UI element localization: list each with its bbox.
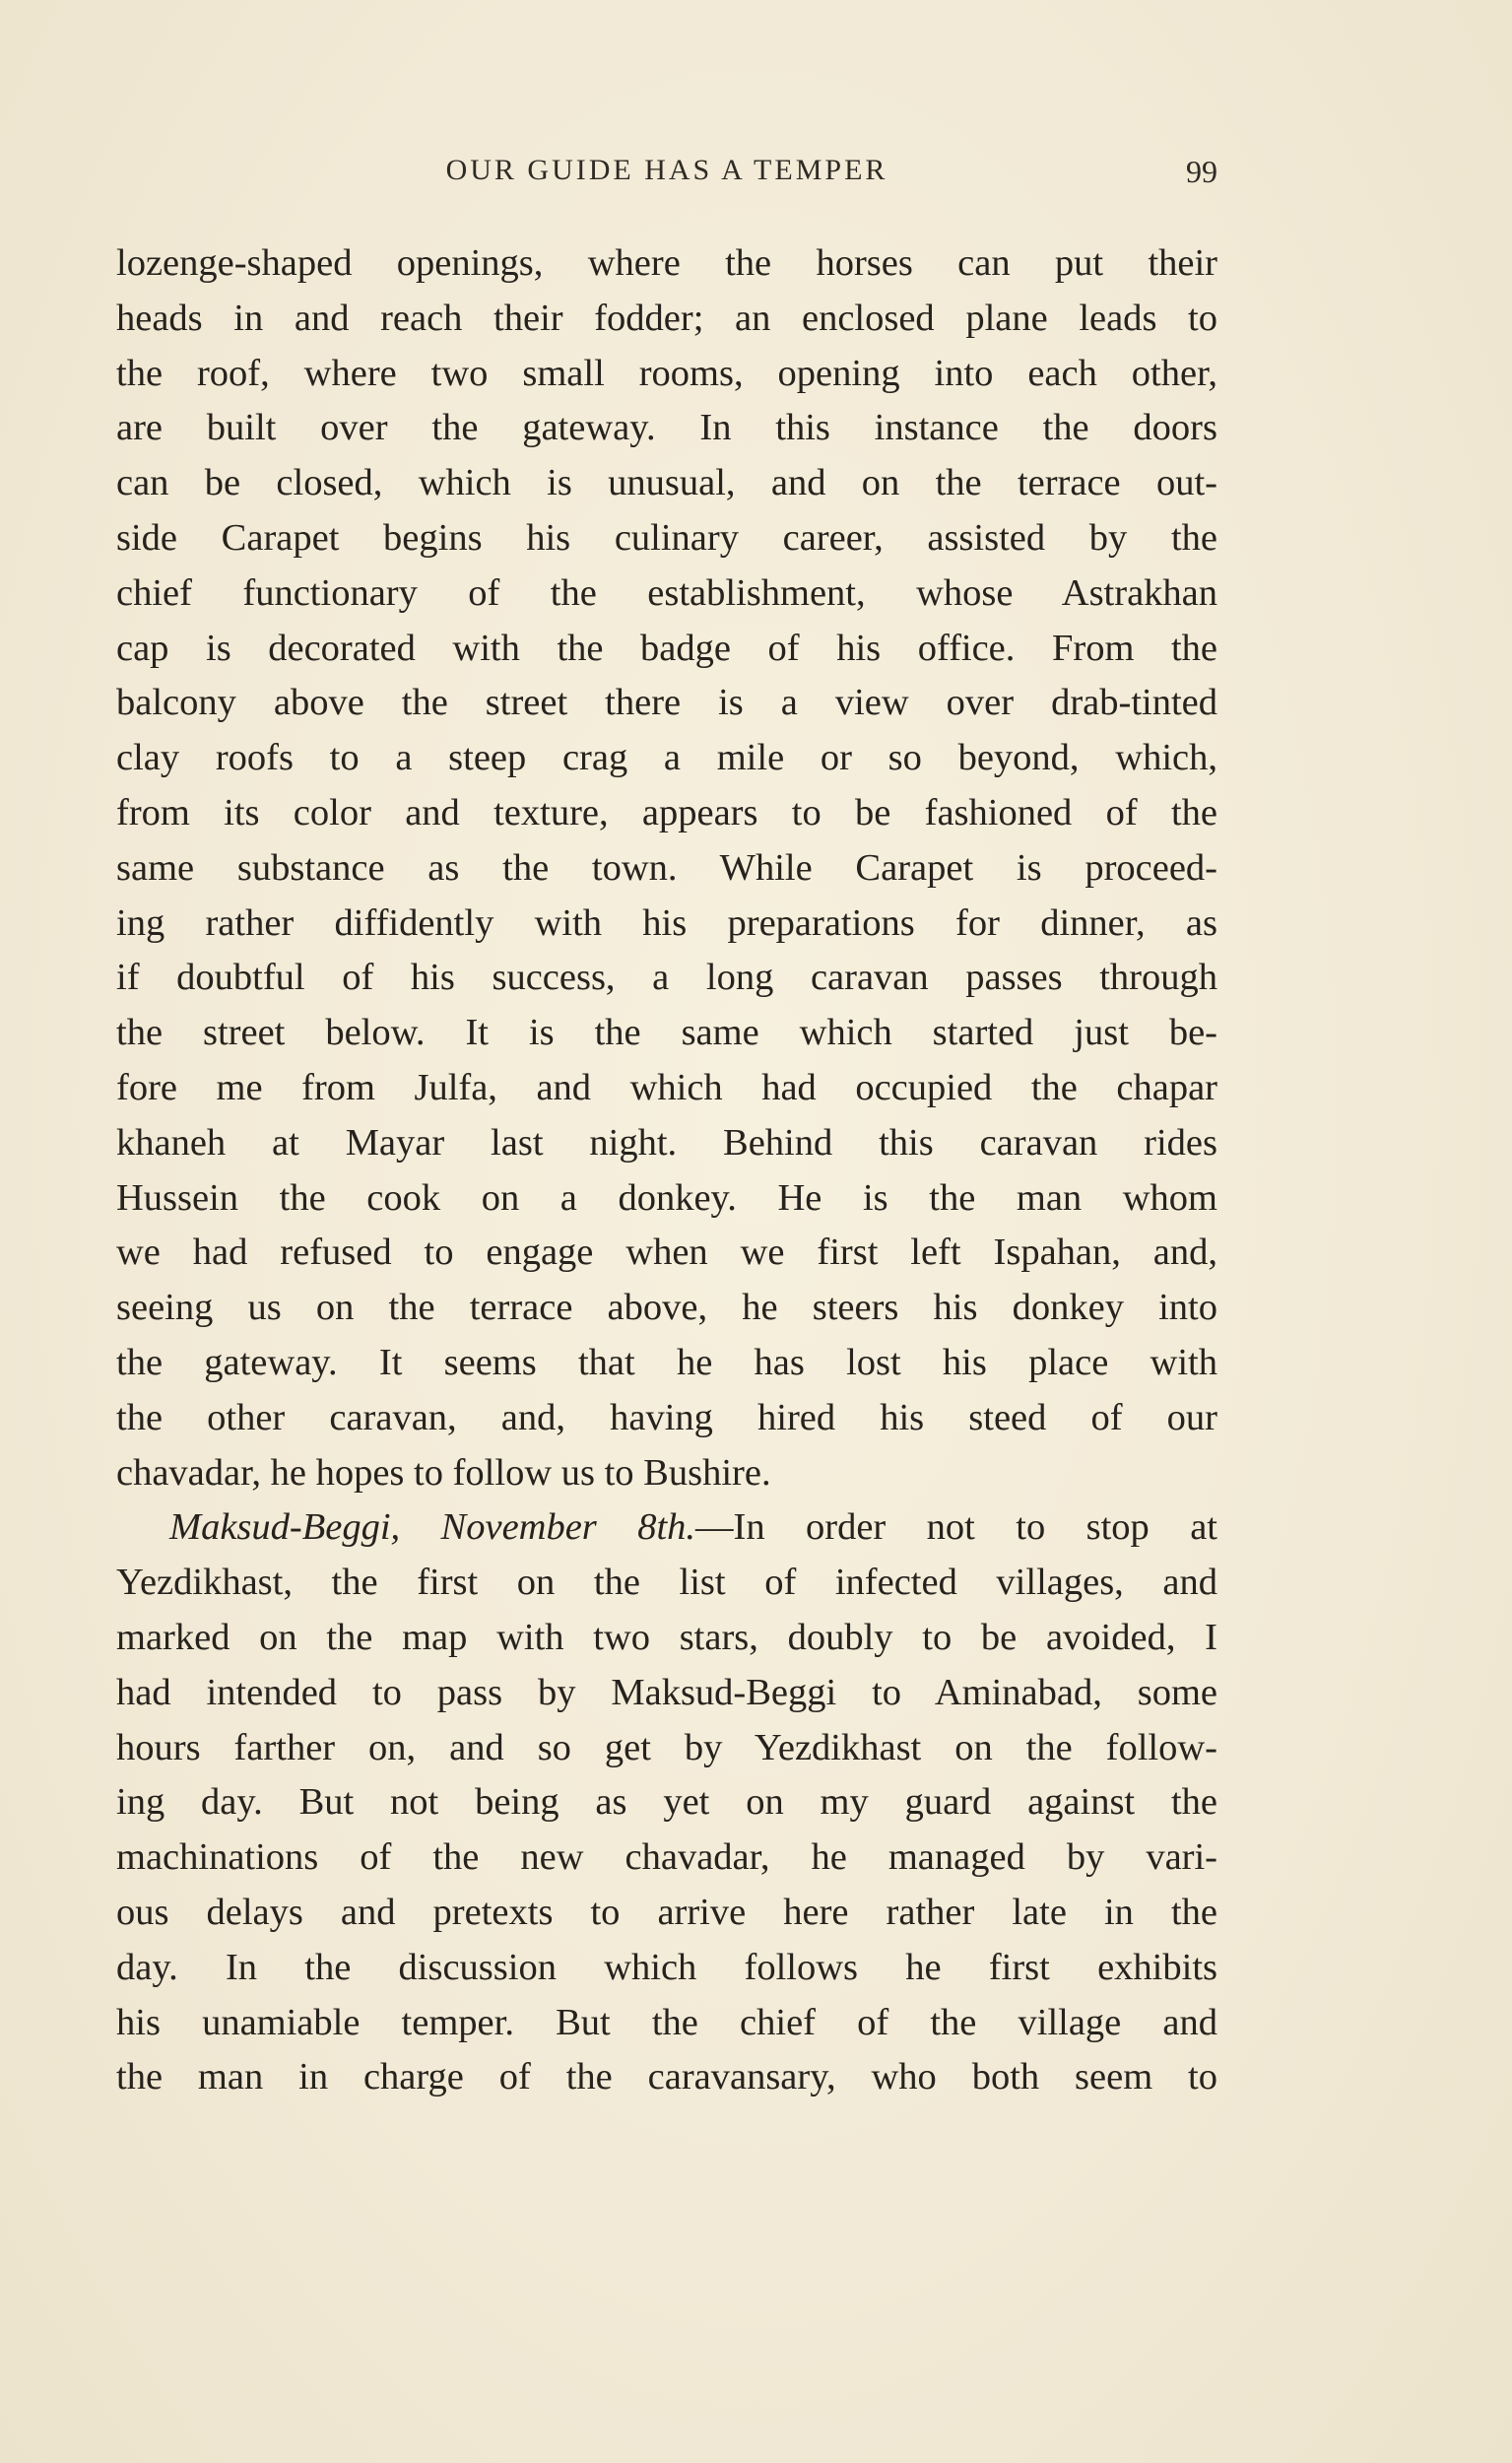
page-number: 99 (1186, 154, 1217, 189)
entry-first-line-text: —In order not to stop at (695, 1506, 1217, 1549)
running-head (116, 154, 1217, 197)
running-title: OUR GUIDE HAS A TEMPER (445, 154, 888, 186)
text-line: from its color and texture, appears to be fashioned of the (116, 791, 1217, 833)
text-line: the street below. It is the same which started just be- (116, 1012, 1217, 1054)
text-line: machinations of the new chavadar, he managed by vari- (116, 1836, 1217, 1879)
text-line: had intended to pass by Maksud-Beggi to Aminabad, some (116, 1671, 1217, 1713)
text-line: ous delays and pretexts to arrive here rather late in the (116, 1891, 1217, 1933)
text-line: we had refused to engage when we first left Ispahan, and, (116, 1232, 1217, 1274)
entry-first-line (116, 1500, 1217, 1556)
text-line: clay roofs to a steep crag a mile or so beyond, which, (116, 737, 1217, 779)
text-line: Hussein the cook on a donkey. He is the man whom (116, 1176, 1217, 1219)
text-line: ing day. But not being as yet on my guard against the (116, 1781, 1217, 1824)
text-line: day. In the discussion which follows he first exhibits (116, 1946, 1217, 1988)
text-line: Yezdikhast, the first on the list of infected villages, and (116, 1562, 1217, 1604)
entry-heading: Maksud-Beggi, November 8th. (169, 1506, 696, 1549)
text-line: his unamiable temper. But the chief of the village and (116, 2001, 1217, 2043)
text-line: the other caravan, and, having hired his steed of our (116, 1396, 1217, 1438)
text-line: can be closed, which is unusual, and on the terrace out- (116, 462, 1217, 504)
text-line: the man in charge of the caravansary, who both seem to (116, 2056, 1217, 2098)
body-text (116, 236, 1217, 2105)
text-line: are built over the gateway. In this instance the doors (116, 407, 1217, 449)
text-line: heads in and reach their fodder; an enclosed plane leads to (116, 297, 1217, 339)
text-line: the gateway. It seems that he has lost his place with (116, 1341, 1217, 1383)
text-line: ing rather diffidently with his preparations for dinner, as (116, 901, 1217, 944)
text-line: balcony above the street there is a view over drab-tinted (116, 682, 1217, 724)
text-line: side Carapet begins his culinary career, assisted by the (116, 516, 1217, 559)
text-line: same substance as the town. While Carapet is proceed- (116, 846, 1217, 889)
text-line: chief functionary of the establishment, whose Astrakhan (116, 571, 1217, 614)
text-line: marked on the map with two stars, doubly to be avoided, I (116, 1616, 1217, 1658)
text-line: cap is decorated with the badge of his office. From the (116, 627, 1217, 669)
text-line: fore me from Julfa, and which had occupied the chapar (116, 1066, 1217, 1108)
text-line: if doubtful of his success, a long caravan passes through (116, 957, 1217, 999)
text-line: chavadar, he hopes to follow us to Bushire. (116, 1451, 771, 1494)
text-line: hours farther on, and so get by Yezdikhast on the follow- (116, 1726, 1217, 1768)
text-line: lozenge-shaped openings, where the horses can put their (116, 242, 1217, 284)
text-line: seeing us on the terrace above, he steers his donkey into (116, 1287, 1217, 1329)
text-line: the roof, where two small rooms, opening into each other, (116, 352, 1217, 394)
text-line: khaneh at Mayar last night. Behind this caravan rides (116, 1121, 1217, 1164)
